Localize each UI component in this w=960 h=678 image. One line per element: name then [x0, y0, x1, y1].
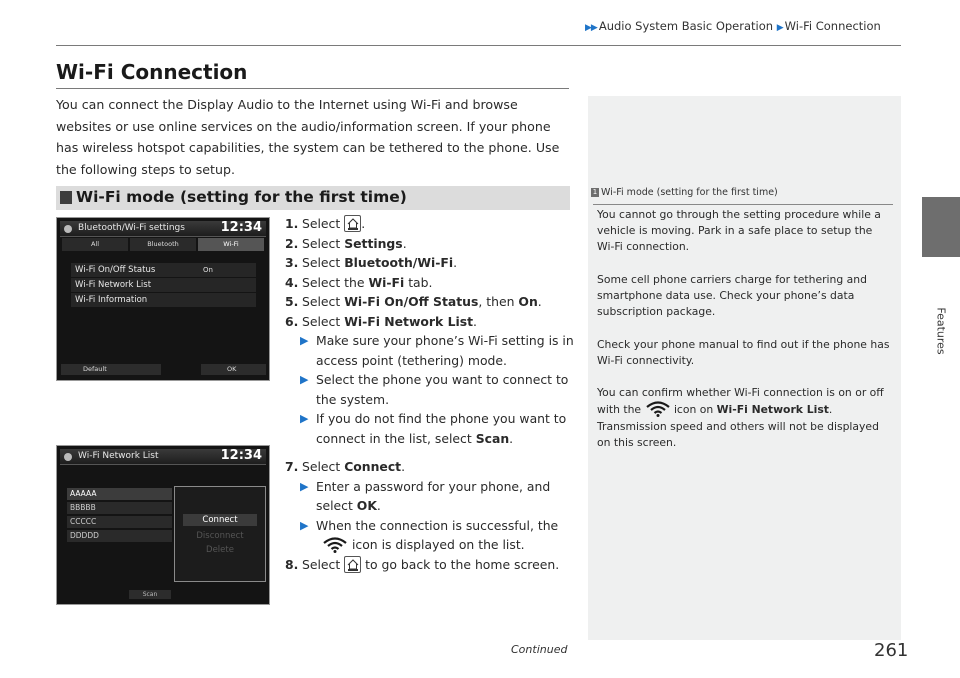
arrow-icon: ▶ [300, 479, 309, 493]
delete-option[interactable]: Delete [206, 545, 234, 555]
clock: 12:34 [220, 220, 262, 235]
settings-list [71, 263, 256, 308]
breadcrumb-arrow-icon: ▶▶ [585, 23, 597, 33]
section-header [56, 186, 570, 210]
tab-all[interactable]: All [62, 238, 128, 251]
note-paragraph: Some cell phone carriers charge for tethering and smartphone data use. Check your phone’s data subscription package. [597, 272, 867, 319]
default-button[interactable]: Default [61, 364, 161, 375]
chapter-tab-label: Features [934, 307, 948, 355]
connect-option[interactable]: Connect [183, 514, 257, 526]
title-divider [56, 88, 569, 89]
list-item-wifi-information[interactable]: Wi-Fi Information [71, 293, 256, 307]
note-paragraph: You cannot go through the setting procedure while a vehicle is moving. Park in a safe place to setup the Wi-Fi connection. [597, 208, 881, 254]
note-paragraph: Check your phone manual to find out if the phone has Wi-Fi connectivity. [597, 337, 890, 367]
arrow-icon: ▶ [300, 518, 309, 532]
breadcrumb [585, 19, 905, 33]
note-paragraph: You can confirm whether Wi-Fi connection is on or off with the icon on Wi-Fi Network List. Transmission speed and others will not be displayed on this screen. [597, 386, 884, 449]
continued-label: Continued [511, 643, 568, 656]
step-6: 6. Select Wi-Fi Network List. [285, 313, 477, 329]
screen-tabs [61, 238, 265, 251]
network-item[interactable]: AAAAA [67, 488, 172, 500]
step-4: 4. Select the Wi-Fi tab. [285, 274, 433, 290]
arrow-icon: ▶ [300, 412, 309, 425]
screen-header [60, 449, 266, 465]
home-button-icon [344, 215, 361, 232]
note-ref-badge: 1 [592, 188, 598, 196]
list-item-wifi-status[interactable]: Wi-Fi On/Off Status On [71, 263, 256, 277]
page-number: 261 [874, 640, 909, 661]
tab-wifi[interactable]: Wi-Fi [198, 238, 264, 251]
note-divider [593, 204, 893, 205]
substep: ▶ When the connection is successful, the icon is displayed on the list. [285, 516, 575, 555]
settings-dot-icon [64, 453, 72, 461]
breadcrumb-arrow-icon: ▶ [776, 23, 783, 33]
substep: ▶ If you do not find the phone you want to connect in the list, select Scan. [285, 409, 575, 448]
step-7: 7. Select Connect. [285, 459, 406, 474]
steps-list [285, 214, 575, 574]
disconnect-option[interactable]: Disconnect [196, 531, 244, 541]
step-8: 8. Select to go back to the home screen. [285, 556, 560, 572]
step-5: 5. Select Wi-Fi On/Off Status, then On. [285, 294, 542, 309]
screen-header [60, 221, 266, 237]
header-divider [56, 45, 901, 46]
arrow-icon: ▶ [300, 373, 309, 386]
section-title: Wi-Fi mode (setting for the first time) [76, 188, 407, 206]
substep: ▶ Enter a password for your phone, and select OK. [285, 477, 575, 516]
screen-title: Wi-Fi Network List [78, 451, 159, 461]
settings-dot-icon [64, 225, 72, 233]
screen-bluetooth-wifi-settings [56, 217, 270, 381]
network-options-popup [174, 486, 266, 582]
step-2: 2. Select Settings. [285, 235, 407, 251]
scan-button[interactable]: Scan [129, 590, 171, 599]
wifi-signal-icon [645, 401, 671, 417]
screen-wifi-network-list [56, 445, 270, 605]
arrow-icon: ▶ [300, 334, 309, 347]
section-square-icon [60, 191, 72, 204]
substep: ▶ Select the phone you want to connect to the system. [285, 370, 575, 409]
network-item[interactable]: BBBBB [67, 502, 172, 514]
breadcrumb-item: Audio System Basic Operation [598, 19, 774, 33]
chapter-tab [922, 197, 960, 257]
clock: 12:34 [220, 448, 262, 463]
screen-title: Bluetooth/Wi-Fi settings [78, 223, 185, 233]
home-button-icon [344, 556, 361, 573]
note-heading: 1 Wi-Fi mode (setting for the first time) [592, 187, 778, 198]
page-title: Wi-Fi Connection [56, 60, 248, 84]
list-item-wifi-network-list[interactable]: Wi-Fi Network List [71, 278, 256, 292]
tab-bluetooth[interactable]: Bluetooth [130, 238, 196, 251]
note-body [597, 207, 892, 467]
step-3: 3. Select Bluetooth/Wi-Fi. [285, 255, 458, 270]
network-list [67, 488, 172, 544]
intro-paragraph: You can connect the Display Audio to the Internet using Wi-Fi and browse websites or use online services on the audio/information screen. If your phone has wireless hotspot capabilities, the system can be tethered to the phone. Use the following steps to setup. [56, 97, 560, 177]
network-item[interactable]: DDDDD [67, 530, 172, 542]
step-1: 1. Select . [285, 216, 366, 231]
breadcrumb-item: Wi-Fi Connection [784, 19, 881, 33]
ok-button[interactable]: OK [201, 364, 266, 375]
substep: ▶ Make sure your phone’s Wi-Fi setting is in access point (tethering) mode. [285, 331, 575, 370]
wifi-signal-icon [322, 537, 348, 553]
network-item[interactable]: CCCCC [67, 516, 172, 528]
